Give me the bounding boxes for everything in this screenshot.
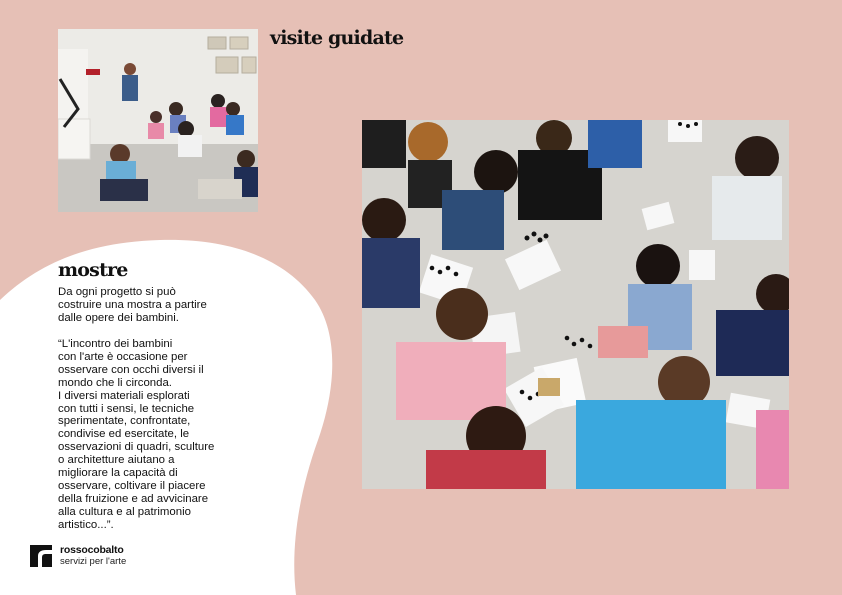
brand-logo (30, 542, 126, 570)
gallery-visit-photo (58, 29, 258, 212)
section-title-visite-guidate: visite guidate (270, 27, 404, 49)
brand-name: rossocobalto (60, 544, 124, 556)
brand-tagline: servizi per l'arte (60, 556, 127, 567)
section-title-mostre: mostre (58, 259, 128, 281)
mostre-intro-paragraph: Da ogni progetto si può costruire una mostra a partire dalle opere dei bambini. (58, 286, 207, 324)
rossocobalto-logo-icon (30, 545, 52, 567)
children-workshop-photo (362, 120, 789, 489)
mostre-quote-paragraph: “L'incontro dei bambini con l'arte è occasione per osservare con occhi diversi il mondo che li circonda. I diversi materiali esplorati con tutti i sensi, le tecniche sperimentate, confrontate, condivise ed esercitate, le osservazioni di quadri, sculture o architetture aiutano a migliorare la capacità di osservare, coltivare il piacere della fruizione e ad avvicinare alla cultura e al patrimonio artistico...”. (58, 338, 215, 531)
